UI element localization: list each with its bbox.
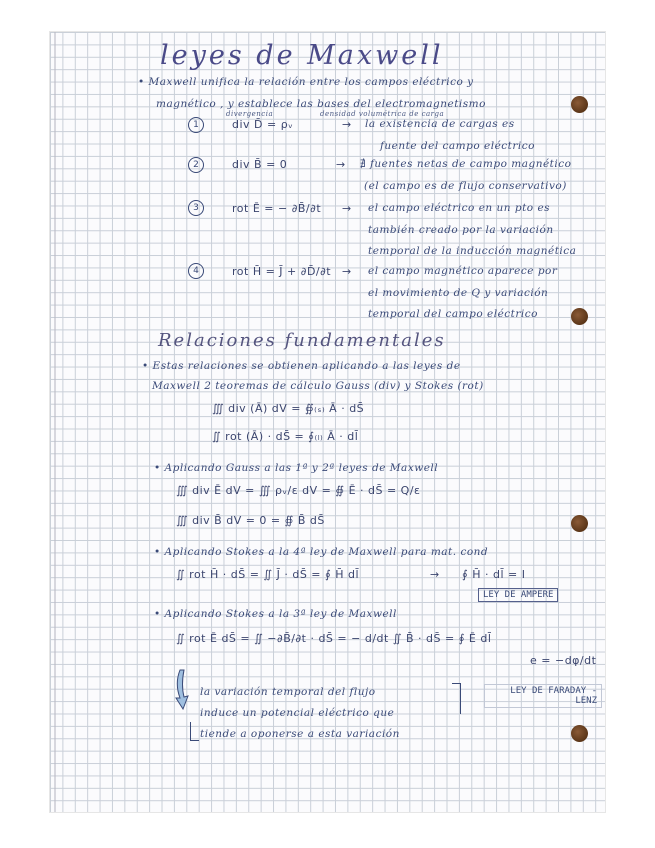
punch-hole: [571, 96, 588, 113]
law-3-formula: rot Ē = − ∂B̄/∂t: [232, 202, 322, 215]
punch-hole: [571, 515, 588, 532]
arrow-icon: →: [336, 158, 346, 171]
intro-line-1: • Maxwell unifica la relación entre los campos eléctrico y: [138, 76, 474, 88]
stokes-theorem: ∬ rot (Ā) · dS̄ = ∮₍ₗ₎ Ā · dl̄: [212, 430, 359, 443]
law-2-formula: div B̄ = 0: [232, 158, 288, 171]
apply-gauss-heading: • Aplicando Gauss a las 1ª y 2ª leyes de Maxwell: [154, 462, 439, 474]
intro-line-2: magnético , y establece las bases del electromagnetismo: [156, 98, 486, 110]
ley-ampere-box: LEY DE AMPERE: [478, 588, 558, 602]
law-3-desc-1: el campo eléctrico en un pto es: [368, 202, 551, 214]
stokes-4-result: ∮ H̄ · dl̄ = I: [462, 568, 526, 581]
law-2-desc-2: (el campo es de flujo conservativo): [364, 180, 567, 192]
law-1-formula: div D̄ = ρᵥ: [232, 118, 294, 131]
annotation-divergencia: divergencia: [226, 110, 274, 118]
arrow-icon: →: [430, 568, 440, 581]
arrow-icon: →: [342, 118, 352, 131]
law-1-desc-2: fuente del campo eléctrico: [380, 140, 535, 152]
arrow-icon: →: [342, 265, 352, 278]
law-3-desc-2: también creado por la variación: [368, 224, 554, 236]
punch-hole: [571, 725, 588, 742]
relations-line-1: • Estas relaciones se obtienen aplicando a las leyes de: [142, 360, 461, 372]
gauss-equation-1: ∭ div Ē dV = ∭ ρᵥ/ε dV = ∯ Ē · dS̄ = Q/ε: [176, 484, 421, 497]
annotation-densidad: densidad volumétrica de carga: [320, 110, 445, 118]
relations-line-2: Maxwell 2 teoremas de cálculo Gauss (div) y Stokes (rot): [152, 380, 484, 392]
faraday-text-3: tiende a oponerse a esta variación: [200, 728, 400, 740]
apply-stokes-3-heading: • Aplicando Stokes a la 3ª ley de Maxwell: [154, 608, 397, 620]
law-4-desc-3: temporal del campo eléctrico: [368, 308, 538, 320]
law-4-desc-2: el movimiento de Q y variación: [368, 287, 549, 299]
bracket-left: [190, 722, 199, 741]
ley-faraday-box: LEY DE FARADAY - LENZ: [484, 684, 602, 708]
stokes-4-equation: ∬ rot H̄ · dS̄ = ∬ J̄ · dS̄ = ∮ H̄ dl̄: [176, 568, 360, 581]
law-4-desc-1: el campo magnético aparece por: [368, 265, 558, 277]
page-title: leyes de Maxwell: [160, 40, 444, 71]
apply-stokes-4-heading: • Aplicando Stokes a la 4ª ley de Maxwell para mat. cond: [154, 546, 489, 558]
faraday-text-1: la variación temporal del flujo: [200, 686, 376, 698]
margin-line: [54, 32, 56, 812]
law-number-2: 2: [188, 157, 204, 173]
bracket-right: [452, 683, 461, 714]
law-number-1: 1: [188, 117, 204, 133]
punch-hole: [571, 308, 588, 325]
gauss-theorem: ∭ div (Ā) dV = ∯₍ₛ₎ Ā · dS̄: [212, 402, 365, 415]
stokes-3-equation: ∬ rot Ē dS̄ = ∬ −∂B̄/∂t · dS̄ = − d/dt ∬ B̄ · dS̄ = ∮ Ē dl̄: [176, 632, 492, 645]
emf-equation: e = −dφ/dt: [530, 654, 597, 667]
law-1-desc-1: la existencia de cargas es: [365, 118, 515, 130]
law-number-4: 4: [188, 263, 204, 279]
gauss-equation-2: ∭ div B̄ dV = 0 = ∯ B̄ dS̄: [176, 514, 325, 527]
faraday-text-2: induce un potencial eléctrico que: [200, 707, 395, 719]
law-number-3: 3: [188, 200, 204, 216]
section-subtitle: Relaciones fundamentales: [158, 330, 446, 351]
law-4-formula: rot H̄ = J̄ + ∂D̄/∂t: [232, 265, 332, 278]
law-2-desc-1: ∄ fuentes netas de campo magnético: [360, 158, 572, 170]
arrow-icon: →: [342, 202, 352, 215]
curved-arrow-icon: [174, 668, 190, 710]
law-3-desc-3: temporal de la inducción magnética: [368, 245, 577, 257]
